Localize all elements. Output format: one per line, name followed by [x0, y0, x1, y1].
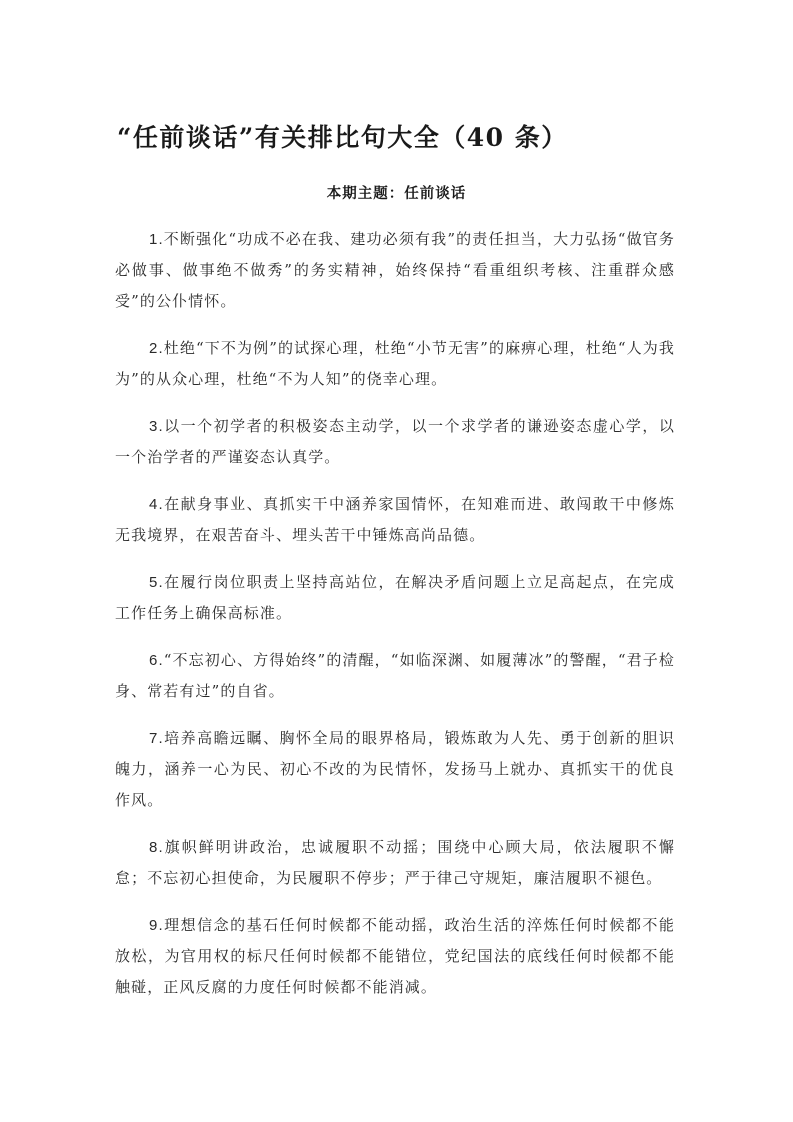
document-title: “任前谈话”有关排比句大全（40 条）: [117, 123, 568, 152]
item-number: 4.: [149, 496, 164, 513]
item-text: 在献身事业、真抓实干中涵养家国情怀，在知难而进、敢闯敢干中修炼无我境界，在艰苦奋斗、埋头苦干中锤炼高尚品德。: [115, 495, 675, 544]
list-item: [115, 723, 675, 816]
item-number: 9.: [149, 917, 164, 934]
item-text: 不断强化“功成不必在我、建功必须有我”的责任担当，大力弘扬“做官务必做事、做事绝不做秀”的务实精神，始终保持“看重组织考核、注重群众感受”的公仆情怀。: [115, 230, 675, 310]
item-text: 培养高瞻远瞩、胸怀全局的眼界格局，锻炼敢为人先、勇于创新的胆识魄力，涵养一心为民、初心不改的为民情怀，发扬马上就办、真抓实干的优良作风。: [115, 729, 675, 809]
item-number: 6.: [149, 652, 164, 669]
item-number: 7.: [149, 730, 164, 747]
item-list: [115, 224, 675, 1019]
item-text: 在履行岗位职责上坚持高站位，在解决矛盾问题上立足高起点，在完成工作任务上确保高标准。: [115, 573, 675, 622]
item-text: 理想信念的基石任何时候都不能动摇，政治生活的淬炼任何时候都不能放松，为官用权的标尺任何时候都不能错位，党纪国法的底线任何时候都不能触碰，正风反腐的力度任何时候都不能消减。: [115, 916, 675, 996]
list-item: [115, 411, 675, 473]
list-item: [115, 489, 675, 551]
list-item: [115, 832, 675, 894]
item-text: “不忘初心、方得始终”的清醒，“如临深渊、如履薄冰”的警醒，“君子检身、常若有过”的自省。: [115, 651, 675, 700]
list-item: [115, 910, 675, 1003]
item-number: 2.: [149, 340, 164, 357]
item-text: 以一个初学者的积极姿态主动学，以一个求学者的谦逊姿态虚心学，以一个治学者的严谨姿态认真学。: [115, 417, 675, 466]
document-subtitle: 本期主题：任前谈话: [326, 185, 467, 202]
item-text: 杜绝“下不为例”的试探心理，杜绝“小节无害”的麻痹心理，杜绝“人为我为”的从众心理，杜绝“不为人知”的侥幸心理。: [115, 339, 675, 388]
item-number: 1.: [149, 231, 164, 248]
item-number: 8.: [149, 839, 164, 856]
list-item: [115, 645, 675, 707]
item-number: 5.: [149, 574, 164, 591]
list-item: [115, 224, 675, 317]
list-item: [115, 333, 675, 395]
list-item: [115, 567, 675, 629]
item-text: 旗帜鲜明讲政治，忠诚履职不动摇；围绕中心顾大局，依法履职不懈怠；不忘初心担使命，为民履职不停步；严于律己守规矩，廉洁履职不褪色。: [115, 838, 675, 887]
item-number: 3.: [149, 418, 164, 435]
